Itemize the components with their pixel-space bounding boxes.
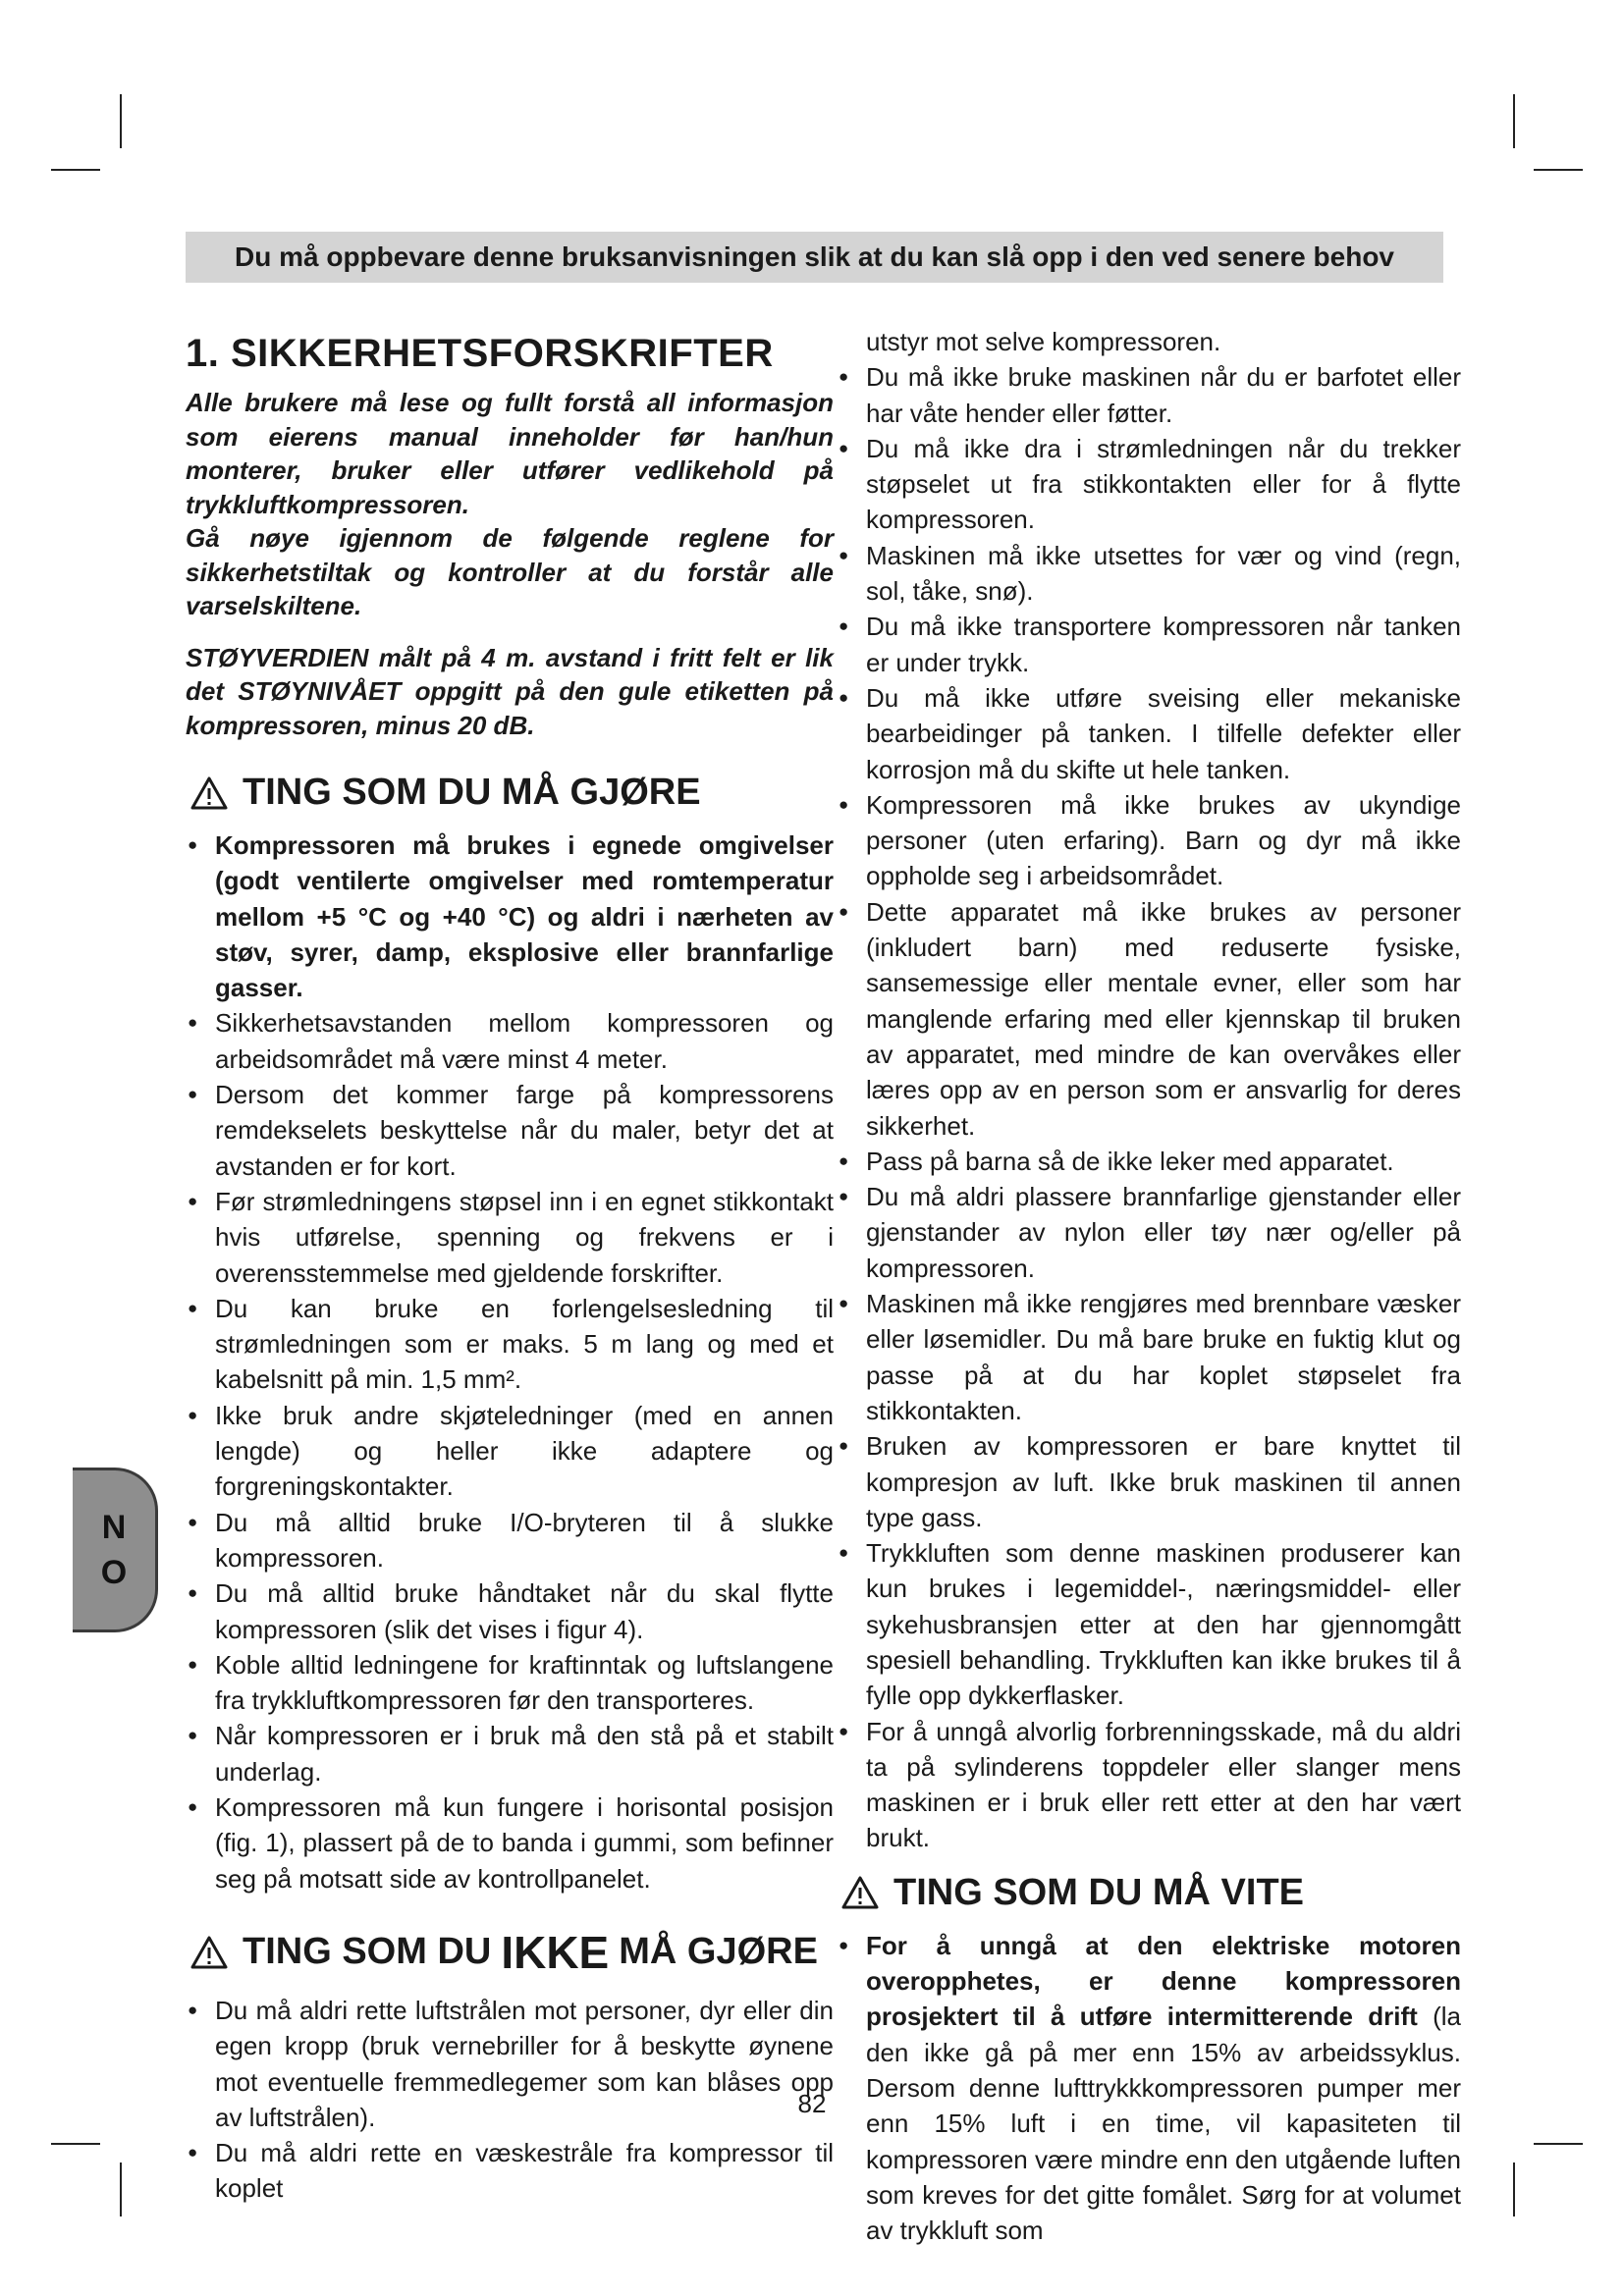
list-item: ● Trykkluften som denne maskinen produserer kan kun brukes i legemiddel-, næringsmiddel- eller sykehusbransjen etter at den har gjennomgått spesiell behandling. Trykkluften kan ikke brukes til å fylle opp dykkerflasker.: [837, 1535, 1461, 1713]
crop-mark: [51, 169, 100, 171]
list-item: ● Kompressoren må brukes i egnede omgivelser (godt ventilerte omgivelser med romtemperatur mellom +5 °C og +40 °C) og aldri i nærheten av støv, syrer, damp, eksplosive eller brannfarlige gasser.: [186, 828, 834, 1005]
list-item: ● Du må ikke transportere kompressoren når tanken er under trykk.: [837, 609, 1461, 680]
list-item-continuation: utstyr mot selve kompressoren.: [866, 327, 1221, 356]
warning-icon: [840, 1875, 880, 1910]
crop-mark: [1534, 2143, 1583, 2145]
list-item: ● Maskinen må ikke rengjøres med brennbare væsker eller løsemidler. Du må bare bruke en fuktig klut og passe på at du har koplet støpselet fra stikkontakten.: [837, 1286, 1461, 1428]
list-item: ● Du må aldri rette en væskestråle fra kompressor til koplet: [186, 2135, 834, 2207]
dont-heading-emphasis: IKKE: [501, 1926, 610, 1978]
language-tab-letter: N: [101, 1509, 127, 1546]
list-item: ● Du kan bruke en forlengelsesledning til strømledningen som er maks. 5 m lang og med et kabelsnitt på min. 1,5 mm².: [186, 1291, 834, 1398]
dont-heading-post: MÅ GJØRE: [619, 1931, 818, 1973]
list-item: ● Du må alltid bruke I/O-bryteren til å slukke kompressoren.: [186, 1505, 834, 1576]
warning-icon: [189, 1935, 229, 1970]
list-item: ● Ikke bruk andre skjøteledninger (med en annen lengde) og heller ikke adaptere og forgreningskontakter.: [186, 1398, 834, 1505]
top-banner: Du må oppbevare denne bruksanvisningen slik at du kan slå opp i den ved senere behov: [186, 232, 1443, 283]
know-heading: [837, 1872, 1461, 1914]
know-item-rest: (la den ikke gå på mer enn 15% av arbeidssyklus. Dersom denne lufttrykkkompressoren pumper mer enn 15% luft i en time, vil kapasiteten til kompressoren være mindre enn den utgående luften som kreves for det gitte fomålet. Sørg for at volumet av trykkluft som: [866, 2002, 1461, 2246]
list-item: ● Dette apparatet må ikke brukes av personer (inkludert barn) med reduserte fysiske, sansemessige eller mentale evner, eller som har manglende erfaring med eller kjennskap til bruken av apparatet, med mindre de kan overvåkes eller læres opp av en person som er ansvarlig for deres sikkerhet.: [837, 894, 1461, 1144]
do-heading-text: TING SOM DU MÅ GJØRE: [243, 772, 701, 813]
crop-mark: [120, 2163, 122, 2216]
list-item: ● Du må aldri rette luftstrålen mot personer, dyr eller din egen kropp (bruk vernebriller for å beskytte øynene mot eventuelle fremmedlegemer som kan blåses opp av luftstrålen).: [186, 1993, 834, 2135]
list-item: ● Du må ikke bruke maskinen når du er barfotet eller har våte hender eller føtter.: [837, 359, 1461, 431]
dont-list-continued: [837, 359, 1461, 1855]
list-item: ● Pass på barna så de ikke leker med apparatet.: [837, 1144, 1461, 1179]
list-item: ● Koble alltid ledningene for kraftinntak og luftslangene fra trykkluftkompressoren før den transporteres.: [186, 1647, 834, 1719]
do-list: [186, 828, 834, 1896]
warning-icon: [189, 775, 229, 811]
list-item: ● Når kompressoren er i bruk må den stå på et stabilt underlag.: [186, 1718, 834, 1789]
right-column: [837, 324, 1461, 2248]
crop-mark: [1513, 94, 1515, 148]
list-item: ● Sikkerhetsavstanden mellom kompressoren og arbeidsområdet må være minst 4 meter.: [186, 1005, 834, 1077]
list-item: ● Kompressoren må kun fungere i horisontal posisjon (fig. 1), plassert på de to banda i gummi, som befinner seg på motsatt side av kontrollpanelet.: [186, 1789, 834, 1896]
know-item-bold: For å unngå at den elektriske motoren overopphetes, er denne kompressoren prosjektert til å utføre intermitterende drift: [866, 1930, 1461, 2032]
list-item: ● Før strømledningens støpsel inn i en egnet stikkontakt hvis utførelse, spenning og frekvens er i overensstemmelse med gjeldende forskrifter.: [186, 1184, 834, 1291]
section-title: 1. SIKKERHETSFORSKRIFTER: [186, 332, 774, 375]
crop-mark: [1534, 169, 1583, 171]
list-item: ● Maskinen må ikke utsettes for vær og vind (regn, sol, tåke, snø).: [837, 538, 1461, 610]
dont-heading: [186, 1926, 834, 1979]
crop-mark: [1513, 2163, 1515, 2216]
list-item: ● Du må ikke dra i strømledningen når du trekker støpselet ut fra stikkontakten eller for å flytte kompressoren.: [837, 431, 1461, 538]
list-item: ● Du må ikke utføre sveising eller mekaniske bearbeidinger på tanken. I tilfelle defekter eller korrosjon må du skifte ut hele tanken.: [837, 680, 1461, 787]
language-tab: [73, 1468, 158, 1632]
dont-heading-pre: TING SOM DU: [243, 1931, 492, 1973]
page-number: 82: [797, 2089, 827, 2118]
intro-paragraph: Gå nøye igjennom de følgende reglene for sikkerhetstiltak og kontroller at du forstår alle varselskiltene.: [186, 523, 834, 620]
do-heading: [186, 772, 834, 814]
know-heading-text: TING SOM DU MÅ VITE: [893, 1871, 1304, 1913]
list-item: ● Bruken av kompressoren er bare knyttet til kompresjon av luft. Ikke bruk maskinen til annen type gass.: [837, 1428, 1461, 1535]
list-item: ● Dersom det kommer farge på kompressorens remdekselets beskyttelse når du maler, betyr det at avstanden er for kort.: [186, 1077, 834, 1184]
list-item: ● Du må alltid bruke håndtaket når du skal flytte kompressoren (slik det vises i figur 4).: [186, 1575, 834, 1647]
left-column: [186, 324, 834, 2207]
crop-mark: [120, 94, 122, 148]
language-tab-letter: O: [100, 1554, 128, 1591]
intro-paragraph: Alle brukere må lese og fullt forstå all informasjon som eierens manual inneholder før han/hun monterer, bruker eller utfører vedlikehold på trykkluftkompressoren.: [186, 388, 834, 519]
list-item: ● Du må aldri plassere brannfarlige gjenstander eller gjenstander av nylon eller tøy nær og/eller på kompressoren.: [837, 1179, 1461, 1286]
list-item: ● For å unngå alvorlig forbrenningsskade, må du aldri ta på sylinderens toppdeler eller slanger mens maskinen er i bruk eller rett etter at den har vært brukt.: [837, 1714, 1461, 1856]
crop-mark: [51, 2143, 100, 2145]
intro-paragraph: STØYVERDIEN målt på 4 m. avstand i fritt felt er lik det STØYNIVÅET oppgitt på den gule etiketten på kompressoren, minus 20 dB.: [186, 642, 834, 740]
list-item: ● Kompressoren må ikke brukes av ukyndige personer (uten erfaring). Barn og dyr må ikke oppholde seg i arbeidsområdet.: [837, 787, 1461, 894]
